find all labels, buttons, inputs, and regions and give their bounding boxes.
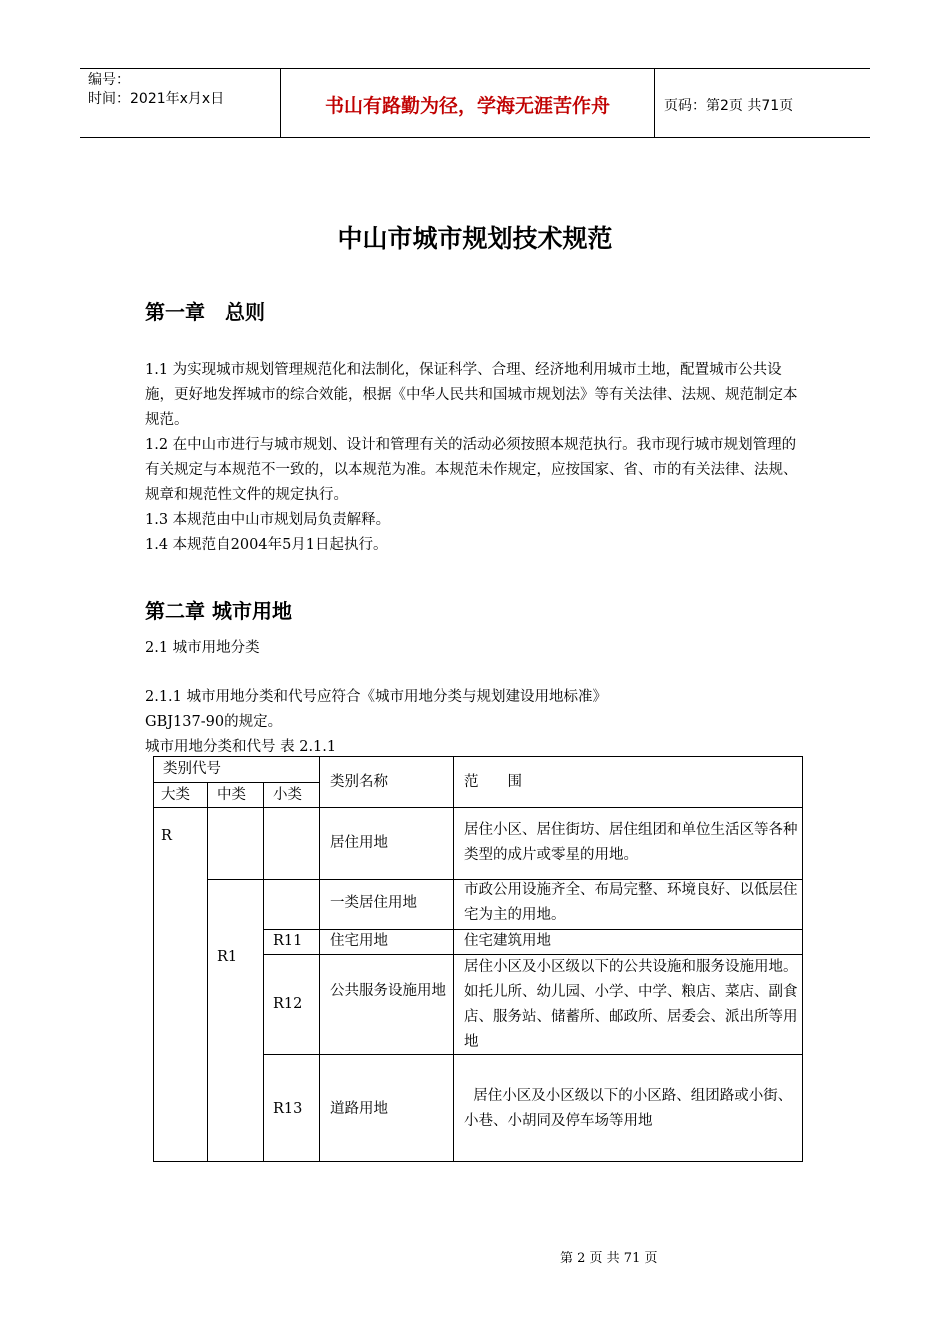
header-minor: 小类: [273, 787, 302, 803]
header-major: 大类: [161, 787, 190, 803]
header-motto: 书山有路勤为径，学海无涯苦作舟: [324, 95, 610, 117]
cell-minor: R11: [273, 933, 303, 949]
cell-scope: 居住小区及小区级以下的小区路、组团路或小街、小巷、小胡同及停车场等用地: [464, 1088, 793, 1129]
cell-name: 住宅用地: [330, 933, 388, 949]
chapter-1-heading: 第一章 总则: [145, 300, 265, 324]
land-use-table: [153, 756, 803, 1162]
document-title: 中山市城市规划技术规范: [337, 224, 613, 253]
cell-name: 道路用地: [330, 1101, 388, 1117]
cell-minor: R12: [273, 996, 303, 1012]
header-scope: 范 围: [464, 774, 522, 790]
section-2-1: 2.1 城市用地分类: [145, 640, 260, 656]
header-page-info: 页码：第2页 共71页: [664, 98, 794, 114]
table-border: [319, 756, 320, 1162]
paragraph-1-3: 1.3 本规范由中山市规划局负责解释。: [145, 512, 391, 528]
table-border: [207, 782, 208, 1162]
header-time: 时间：2021年x月x日: [88, 91, 225, 107]
table-border: [453, 756, 454, 1162]
cell-major: R: [161, 828, 172, 844]
table-caption: 城市用地分类和代号 表 2.1.1: [145, 739, 337, 755]
chapter-2-heading: 第二章 城市用地: [145, 599, 292, 623]
table-border: [153, 756, 803, 757]
section-2-1-1: 2.1.1 城市用地分类和代号应符合《城市用地分类与规划建设用地标准》: [145, 689, 608, 705]
cell-name: 居住用地: [330, 835, 388, 851]
cell-name: 一类居住用地: [330, 895, 417, 911]
cell-scope: 住宅建筑用地: [464, 933, 551, 949]
paragraph-1-1: 1.1 为实现城市规划管理规范化和法制化，保证科学、合理、经济地利用城市土地，配置城市公共设施，更好地发挥城市的综合效能，根据《中华人民共和国城市规划法》等有关法律、法规、规范制定本规范。: [145, 362, 798, 428]
table-border: [802, 756, 803, 1162]
table-border: [153, 807, 803, 808]
cell-name: 公共服务设施用地: [330, 983, 446, 999]
page-footer: 第 2 页 共 71 页: [560, 1251, 658, 1266]
cell-scope: 居住小区、居住街坊、居住组团和单位生活区等各种类型的成片或零星的用地。: [464, 822, 798, 863]
header-number: 编号：: [88, 72, 130, 88]
section-2-1-1-cont: GBJ137-90的规定。: [145, 714, 283, 730]
header-medium: 中类: [217, 787, 246, 803]
cell-scope: 居住小区及小区级以下的公共设施和服务设施用地。如托儿所、幼儿园、小学、中学、粮店、菜店、副食店、服务站、储蓄所、邮政所、居委会、派出所等用地: [464, 959, 798, 1050]
header-divider: [654, 69, 655, 137]
header-code: 类别代号: [163, 761, 221, 777]
cell-medium: R1: [217, 949, 238, 965]
page-header: [80, 68, 870, 138]
table-border: [153, 756, 154, 1162]
table-border: [263, 782, 264, 1162]
table-border: [153, 1161, 803, 1162]
cell-minor: R13: [273, 1101, 303, 1117]
header-name: 类别名称: [330, 774, 388, 790]
paragraph-1-4: 1.4 本规范自2004年5月1日起执行。: [145, 537, 388, 553]
paragraph-1-2: 1.2 在中山市进行与城市规划、设计和管理有关的活动必须按照本规范执行。我市现行城市规划管理的有关规定与本规范不一致的，以本规范为准。本规范未作规定，应按国家、省、市的有关法律、法规、规章和规范性文件的规定执行。: [145, 437, 798, 503]
cell-scope: 市政公用设施齐全、布局完整、环境良好、以低层住宅为主的用地。: [464, 882, 798, 923]
header-meta: [88, 71, 224, 109]
